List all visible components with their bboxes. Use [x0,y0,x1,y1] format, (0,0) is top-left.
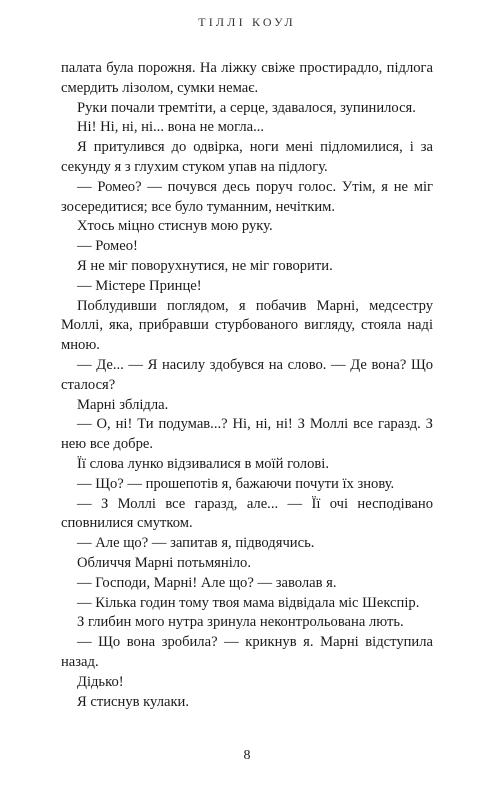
paragraph: — Кілька годин тому твоя мама відвідала міс Шекспір. [77,594,420,611]
paragraph: Я стиснув кулаки. [77,693,190,710]
paragraph: Поблудивши поглядом, я побачив Марні, медсестру Моллі, яка, прибравши стурбованого вигляду, стояла наді мною. [61,297,433,354]
paragraph: — Де... — Я насилу здобувся на слово. — Де вона? Що сталося? [61,356,433,393]
paragraph: Дідько! [77,673,124,690]
paragraph: Марні зблідла. [77,396,169,413]
paragraph: Хтось міцно стиснув мою руку. [77,218,273,235]
paragraph: З глибин мого нутра зринула неконтрольована лють. [77,614,404,631]
paragraph: Ні! Ні, ні, ні... вона не могла... [77,119,265,136]
running-head: ТІЛЛІ КОУЛ [198,15,296,29]
paragraph: — Ромео? — почувся десь поруч голос. Утім, я не міг зосередитися; все було туманним, нечітким. [61,178,433,215]
paragraph: — О, ні! Ти подумав...? Ні, ні, ні! З Моллі все гаразд. З нею все добре. [61,416,433,453]
paragraph: — Ромео! [77,238,138,255]
paragraph: Я не міг поворухнутися, не міг говорити. [77,257,333,274]
paragraph: — Що вона зробила? — крикнув я. Марні відступила назад. [61,634,433,670]
paragraph: Її слова лунко відзивалися в моїй голові. [77,455,329,472]
paragraph: Руки почали тремтіти, а серце, здавалося, зупинилося. [77,99,416,116]
paragraph: Я притулився до одвірка, ноги мені підломилися, і за секунду я з глухим стуком упав на підлогу. [61,139,433,175]
paragraph: — Містере Принце! [77,277,202,294]
page-number: 8 [243,748,251,763]
paragraph: — З Моллі все гаразд, але... — Її очі несподівано сповнилися смутком. [61,495,433,532]
body-text [61,59,433,712]
paragraph: — Що? — прошепотів я, бажаючи почути їх знову. [77,475,395,492]
paragraph: палата була порожня. На ліжку свіже простирадло, підлога смердить лізолом, сумки немає. [61,60,433,96]
paragraph: Обличчя Марні потьмяніло. [77,554,251,571]
paragraph: — Господи, Марні! Але що? — заволав я. [77,574,337,591]
paragraph: — Але що? — запитав я, підводячись. [77,535,315,552]
